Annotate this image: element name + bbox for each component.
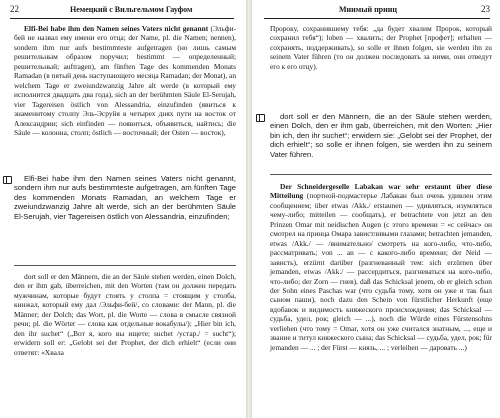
left-para2-text: Elfi-Bei habe ihm den Namen seines Vaters nicht genannt, sondern ihm nur aufs bestimmteste aufgetragen, am fünften Tage des kommenden Monats Ramadan, an welchem Tage er zweiundzwanzig Jahre alt werde, sich an der berühmten Säule El-Serujah, vier Tagereisen östlich von Alessandria, einzufinden; — [14, 174, 236, 221]
left-para3-text: dort soll er den Männern, die an der Säule stehen werden, einen Dolch, den er ihm gab, überreichen, mit den Worten (там он должен передать мужчинам, которые будут стоять у столпа = стоящим у столба, кинжал, который ему дал /Эльфи-бей/, со словами: der Mann, pl. die Männer; der Dolch; das Wort, pl. die Worte — слова в смысле связной речи; pl. die Wörter — слова как отдельные вокабулы/): „Hier bin ich, den ihr suchet“ („Вот я, кого вы ищете; suchet /устар./ = sucht“); erwidern soll er: „Gelobt sei der Prophet, der dich erhielt“ (если они ответят: «Хвала — [14, 272, 236, 357]
left-header-rule — [10, 18, 234, 19]
left-para-annotated-1 — [14, 24, 236, 137]
right-para-annotated-1 — [270, 24, 492, 71]
right-para3-gloss: (портной-подмастерье Лабакан был очень удивлен этим сообщением; über etwas /Akk./ erstaunen — удивляться, изумляться чему-либо; mitteilen — сообщать), er betrachtete von jetzt an den Prinzen Omar mit neidischen Augen (с этого времени = «с сейчас» он смотрел на принца Омара завистливыми глазами; betrachten jemanden, etwas /Akk./ — /внимательно/ смотреть на кого-либо, что-либо, рассматривать; von ... an — с какого-либо времени; der Neid — зависть), erzürnt darüber (разгневанный тем: sich erzürnen über jemanden, etwas /Akk./ — рассердиться, разгневаться на кого-либо, что-либо; der Zorn — гнев), daß das Schicksal jenem, ob er gleich schon der Sohn eines Paschas war (что судьба тому, хотя он уже и так был сыном паши), noch dazu den Schein von fürstlicher Herkunft (еще вдобавок и видимость княжеского происхождения; das Schicksal — судьба, удел, рок; gleich — ...), noch die Würde eines Fürstensohns verliehen (что тому = Omar, хотя он уже считался знатным, ..., еще и звание и титул княжеского сына; das Schicksal — судьба, удел, рок; für jemanden — ... ; der Fürst — князь, ... ; verleihen — даровать ...) — [270, 191, 492, 352]
right-header-rule — [264, 18, 490, 19]
right-section-divider — [270, 174, 492, 175]
right-page-number: 23 — [481, 4, 490, 14]
right-para-plain-2 — [270, 112, 492, 159]
right-para3-german: Der Schneidergeselle Labakan war sehr erstaunt über diese Mitteilung — [270, 182, 492, 201]
right-para1-text: Пророку, сохранившему тебя: „да будет хвалим Пророк, который сохранил тебя“); loben — хвалить; der Prophet [профет]; erhalten — сохранять, поддерживать), so solle er ihnen folgen, sie werden ihn zu seinem Vater führen (то он должен последовать за ними, они отведут его к его отцу). — [270, 24, 492, 71]
open-book-icon — [256, 114, 265, 121]
right-para-annotated-3 — [270, 182, 492, 352]
right-page — [252, 0, 500, 418]
left-para1-gloss: (Эльфи-бей не назвал ему имени его отца; der Name, pl. die Namen; nennen), sondern ihm nur aufs bestimmteste aufgetragen (но лишь самым решительным образом поручил; bestimmt — определенный; решительный; auftragen), am fünften Tage des kommenden Monats Ramadan (в пятый день наступающего месяца Ramadan; der Monat), an welchem Tage er zweiundzwanzig Jahre alt werde (в который ему исполнится двадцать два года), sich an der berühmten Säule El-Serujah, vier Tagereisen östlich von Alessandria, einzufinden (явиться к знаменитому столпу Эль-Эсруйя в четырех днях пути на восток от Александрии; sich einfinden — появиться, объявиться, найтись; die Säule — колонна, столп; östlich — восточный; der Osten — восток), — [14, 24, 237, 137]
left-para1-german: Elfi-Bei habe ihm den Namen seines Vaters nicht genannt — [24, 24, 209, 33]
left-section-divider — [14, 265, 236, 266]
right-page-header — [264, 4, 490, 18]
left-page — [0, 0, 246, 418]
right-running-head: Мнимый принц — [339, 5, 397, 14]
left-page-header — [10, 4, 234, 18]
left-running-head: Немецкий с Вильгельмом Гауфом — [70, 5, 193, 14]
left-para-plain-2 — [14, 174, 236, 221]
right-para2-text: dort soll er den Männern, die an der Säule stehen werden, einen Dolch, den er ihm gab, überreichen, mit den Worten: „Hier bin ich, den ihr suchet“; erwidern sie: „Gelobt sei der Prophet, der dich erhielt“; so solle er ihnen folgen, sie werden ihn zu seinem Vater führen. — [270, 112, 492, 159]
left-para-annotated-3 — [14, 272, 236, 357]
open-book-icon — [3, 176, 12, 183]
left-page-number: 22 — [10, 4, 19, 14]
